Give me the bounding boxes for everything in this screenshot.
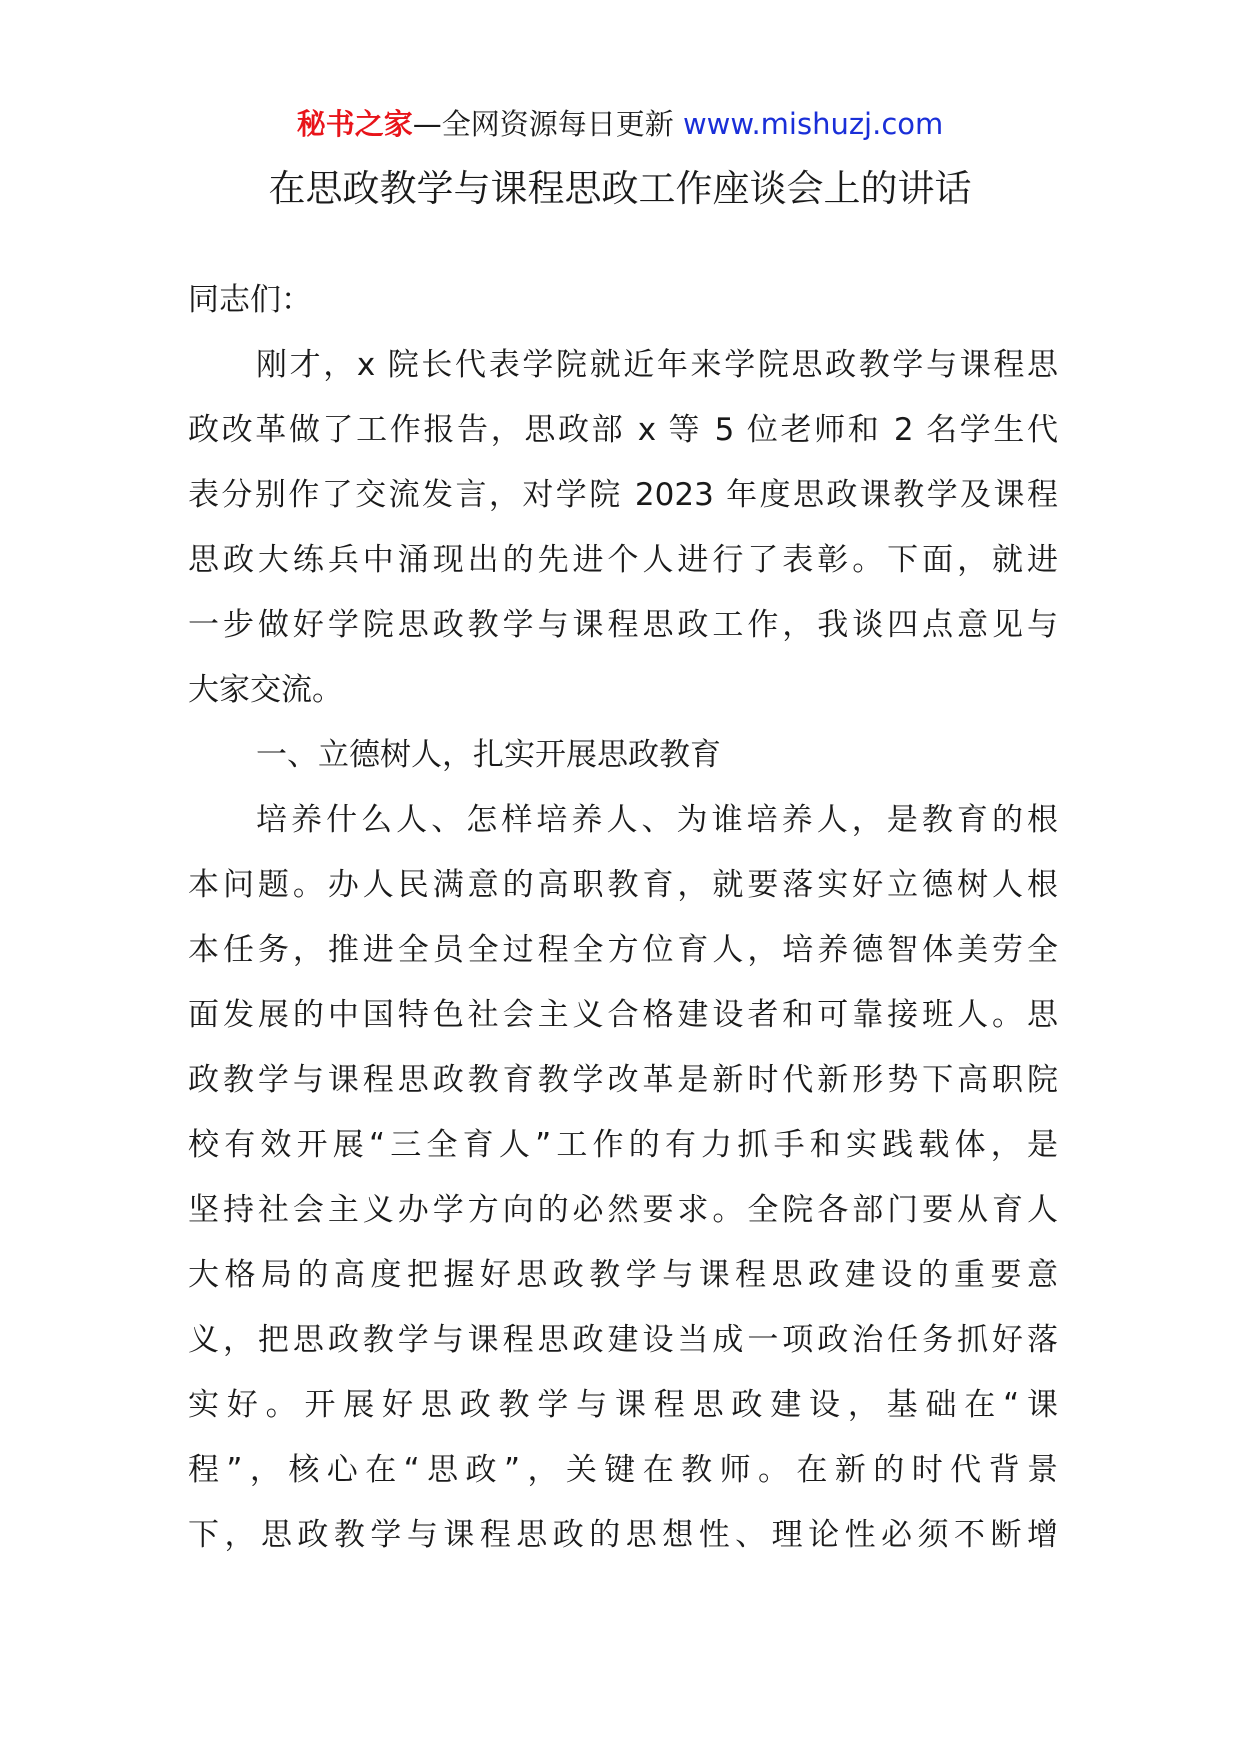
section-heading: 一、立德树人，扎实开展思政教育 <box>256 737 721 773</box>
paragraph-line: 刚才，x 院长代表学院就近年来学院思政教学与课程思 <box>256 347 1058 383</box>
header-tagline: —全网资源每日更新 <box>412 107 674 141</box>
salutation: 同志们： <box>188 282 312 318</box>
paragraph-line: 培养什么人、怎样培养人、为谁培养人，是教育的根 <box>256 802 1058 838</box>
paragraph-line: 实好。开展好思政教学与课程思政建设，基础在“课 <box>188 1387 1058 1423</box>
paragraph-line: 一步做好学院思政教学与课程思政工作，我谈四点意见与 <box>188 607 1058 643</box>
document-body <box>188 268 1058 1568</box>
paragraph-line: 义，把思政教学与课程思政建设当成一项政治任务抓好落 <box>188 1322 1058 1358</box>
paragraph-line: 大家交流。 <box>188 672 343 708</box>
paragraph-line: 本任务，推进全员全过程全方位育人，培养德智体美劳全 <box>188 932 1058 968</box>
site-url-link[interactable]: www.mishuzj.com <box>682 107 944 141</box>
paragraph-line: 坚持社会主义办学方向的必然要求。全院各部门要从育人 <box>188 1192 1058 1228</box>
paragraph-line: 政教学与课程思政教育教学改革是新时代新形势下高职院 <box>188 1062 1058 1098</box>
paragraph-line: 程”，核心在“思政”，关键在教师。在新的时代背景 <box>188 1452 1058 1488</box>
paragraph-line: 大格局的高度把握好思政教学与课程思政建设的重要意 <box>188 1257 1058 1293</box>
document-title: 在思政教学与课程思政工作座谈会上的讲话 <box>268 167 972 210</box>
paragraph-line: 政改革做了工作报告，思政部 x 等 5 位老师和 2 名学生代 <box>188 412 1058 448</box>
paragraph-line: 面发展的中国特色社会主义合格建设者和可靠接班人。思 <box>188 997 1058 1033</box>
paragraph-line: 思政大练兵中涌现出的先进个人进行了表彰。下面，就进 <box>188 542 1058 578</box>
paragraph-line: 本问题。办人民满意的高职教育，就要落实好立德树人根 <box>188 867 1058 903</box>
paragraph-line: 下，思政教学与课程思政的思想性、理论性必须不断增 <box>188 1517 1058 1553</box>
site-header <box>0 104 1240 144</box>
paragraph-line: 表分别作了交流发言，对学院 2023 年度思政课教学及课程 <box>188 477 1058 513</box>
brand-name: 秘书之家 <box>296 107 413 141</box>
paragraph-line: 校有效开展“三全育人”工作的有力抓手和实践载体，是 <box>188 1127 1058 1163</box>
